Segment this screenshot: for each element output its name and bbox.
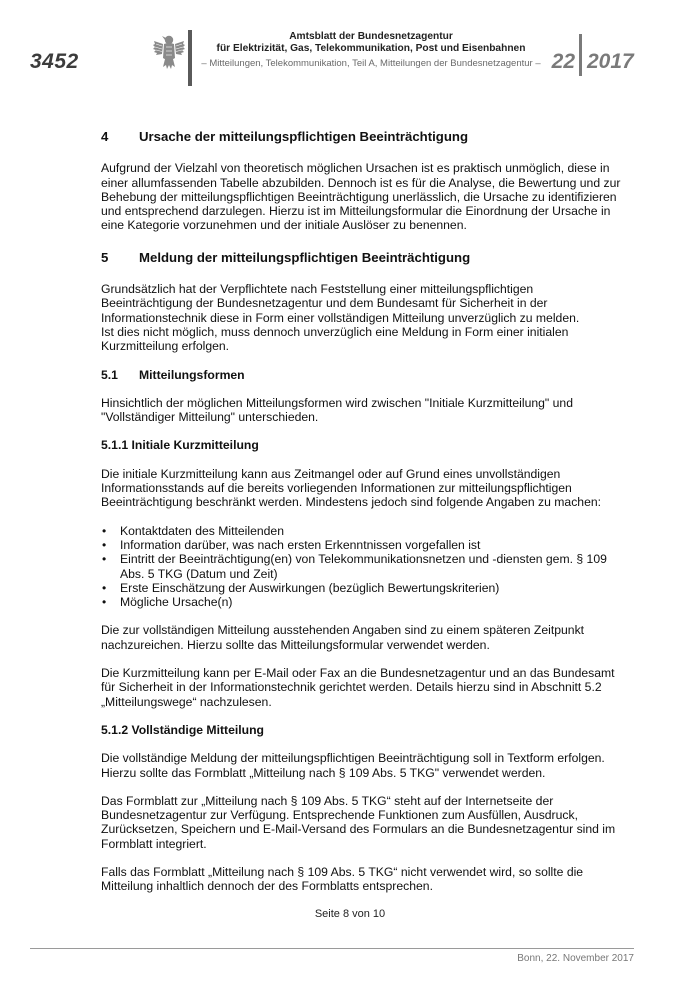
section-4-title: Ursache der mitteilungspflichtigen Beeinträchtigung xyxy=(139,129,468,144)
section-4-heading xyxy=(101,130,621,144)
footer-divider xyxy=(30,948,634,949)
section-5-1-heading xyxy=(101,368,621,382)
page-number: 3452 xyxy=(30,50,79,73)
required-info-list xyxy=(101,524,621,610)
section-5-paragraph-2: Ist dies nicht möglich, muss dennoch unverzüglich eine Meldung in Form einer initialen Kurzmitteilung erfolgen. xyxy=(101,324,569,354)
section-5-title: Meldung der mitteilungspflichtigen Beeinträchtigung xyxy=(139,249,471,265)
publication-subtitle: – Mitteilungen, Telekommunikation, Teil A, Mitteilungen der Bundesnetzagentur – xyxy=(201,58,541,69)
section-5-1-paragraph: Hinsichtlich der möglichen Mitteilungsformen wird zwischen "Initiale Kurzmitteilung" und "Vollständiger Mitteilung" unterschieden. xyxy=(101,395,573,425)
list-item: • Kontaktdaten des Mitteilenden xyxy=(101,524,621,538)
section-5-1-2-title: 5.1.2 Vollständige Mitteilung xyxy=(101,722,264,737)
issue-year: 2017 xyxy=(587,50,634,73)
publication-title xyxy=(194,31,548,55)
issue-number: 22 xyxy=(551,50,575,73)
section-5-1-1-paragraph-3: Die Kurzmitteilung kann per E-Mail oder Fax an die Bundesnetzagentur und an das Bundesamt für Sicherheit in der Informationstechnik gerichtet werden. Details hierzu sind in Abschnitt 5.2 „Mitteilungswege“ nachzulesen. xyxy=(101,666,615,709)
list-item: • Eintritt der Beeinträchtigung(en) von Telekommunikationsnetzen und -diensten gem. § 109 Abs. 5 TKG (Datum und Zeit) xyxy=(101,552,621,581)
section-5-number: 5 xyxy=(101,249,109,265)
header-divider-left xyxy=(188,30,192,86)
section-5-1-2-paragraph-2: Das Formblatt zur „Mitteilung nach § 109 Abs. 5 TKG“ steht auf der Internetseite der Bundesnetzagentur zur Verfügung. Entsprechende Funktionen zum Ausfüllen, Ausdruck, Zurücksetzen, Speichern und E-Mail-Versand des Formulars an die Bundesnetzagentur sind im Formblatt integriert. xyxy=(101,793,616,851)
section-5-paragraph-1: Grundsätzlich hat der Verpflichtete nach Feststellung einer mitteilungspflichtigen Beeinträchtigung der Bundesnetzagentur und dem Bundesamt für Sicherheit in der Informationstechnik diese in Form einer vollständigen Mitteilung unverzüglich zu melden. xyxy=(101,282,580,325)
section-5-heading xyxy=(101,251,621,265)
list-item: • Mögliche Ursache(n) xyxy=(101,595,621,609)
header-divider-right xyxy=(579,34,582,76)
publication-title-line1: Amtsblatt der Bundesnetzagentur xyxy=(289,31,453,42)
list-item: • Information darüber, was nach ersten Erkenntnissen vorgefallen ist xyxy=(101,538,621,552)
footer-date: Bonn, 22. November 2017 xyxy=(517,953,634,964)
federal-eagle-icon xyxy=(152,32,186,72)
document-body xyxy=(101,130,621,908)
section-5-1-1-intro: Die initiale Kurzmitteilung kann aus Zeitmangel oder auf Grund eines unvollständigen Informationsstands auf die bereits vorliegenden Informationen zur mitteilungspflichtigen Beeinträchtigung beschränkt werden. Mindestens jedoch sind folgende Angaben zu machen: xyxy=(101,466,602,510)
publication-title-line2: für Elektrizität, Gas, Telekommunikation, Post und Eisenbahnen xyxy=(216,43,526,54)
section-5-1-2-paragraph-3: Falls das Formblatt „Mitteilung nach § 109 Abs. 5 TKG“ nicht verwendet wird, so sollte die Mitteilung inhaltlich dennoch der des Formblatts entsprechen. xyxy=(101,864,584,894)
list-item: • Erste Einschätzung der Auswirkungen (bezüglich Bewertungskriterien) xyxy=(101,581,621,595)
section-4-paragraph: Aufgrund der Vielzahl von theoretisch möglichen Ursachen ist es praktisch unmöglich, diese in einer allumfassenden Tabelle abzubilden. Dennoch ist es für die Analyse, die Bewertung und zur Behebung der mitteilungspflichtigen Beeinträchtigung unerlässlich, die Ursache zu identifizieren und entsprechend darzulegen. Hierzu ist im Mitteilungsformular die Einordnung der Ursache in eine Kategorie vorzunehmen und der initiale Auslöser zu benennen. xyxy=(101,161,621,233)
section-5-1-2-paragraph-1: Die vollständige Meldung der mitteilungspflichtigen Beeinträchtigung soll in Textform erfolgen. Hierzu sollte das Formblatt „Mitteilung nach § 109 Abs. 5 TKG" verwendet werden. xyxy=(101,751,605,780)
section-5-1-1-paragraph-2: Die zur vollständigen Mitteilung ausstehenden Angaben sind zu einem späteren Zeitpunkt nachzureichen. Hierzu sollte das Mitteilungsformular verwendet werden. xyxy=(101,623,585,652)
footer-page-info: Seite 8 von 10 xyxy=(314,908,386,920)
section-5-1-1-title: 5.1.1 Initiale Kurzmitteilung xyxy=(101,438,259,453)
section-5-1-number: 5.1 xyxy=(101,367,118,382)
section-5-1-title: Mitteilungsformen xyxy=(139,367,245,382)
section-4-number: 4 xyxy=(101,129,109,144)
